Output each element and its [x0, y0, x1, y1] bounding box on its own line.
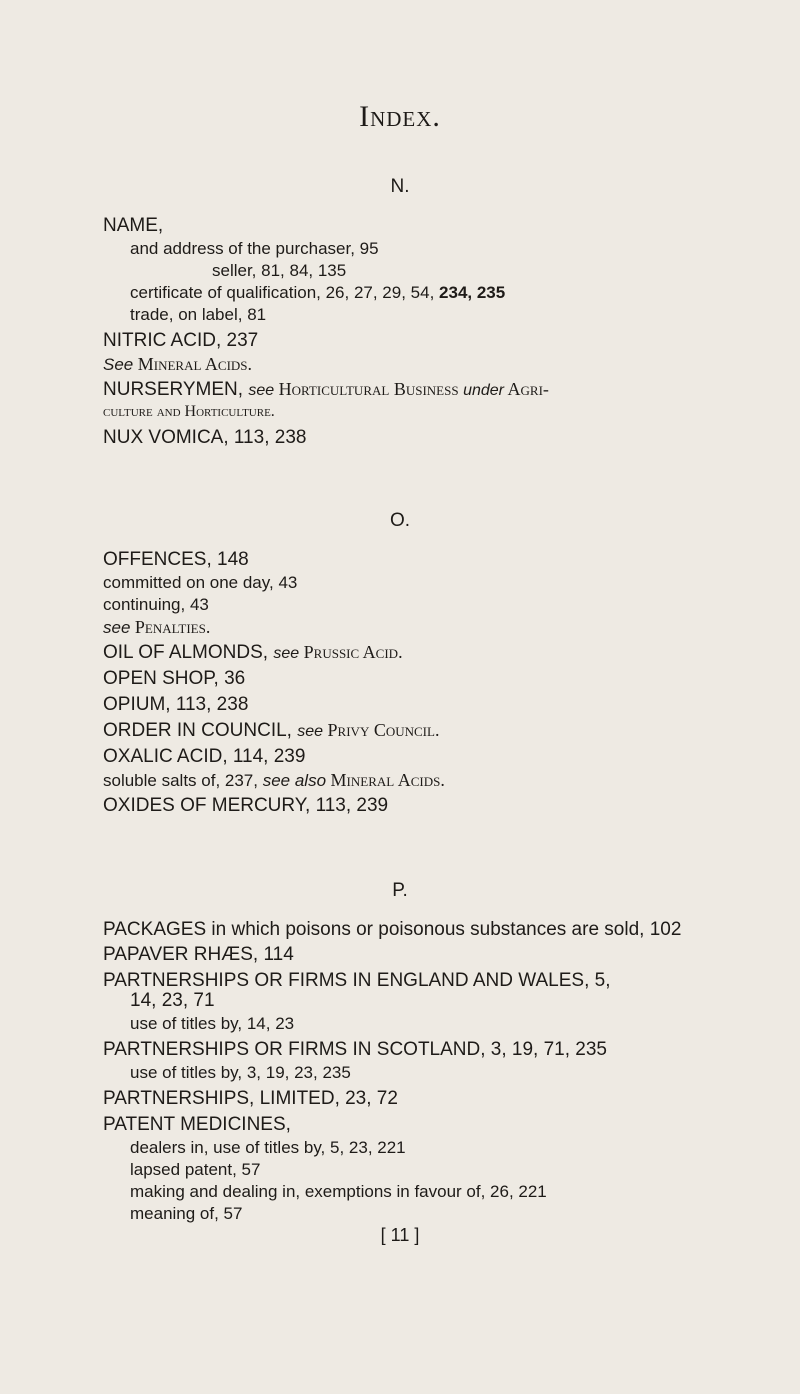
entry-oxides-of-mercury: OXIDES OF MERCURY, 113, 239 [103, 795, 389, 816]
entry-nurserymen [103, 380, 549, 399]
entry-name: NAME, [103, 215, 164, 236]
entry-oxalic-acid: OXALIC ACID, 114, 239 [103, 746, 306, 767]
entry-nitric-acid: NITRIC ACID, 237 [103, 330, 259, 351]
subentry: use of titles by, 3, 19, 23, 235 [130, 1063, 351, 1082]
reference-text: Horticultural Business [274, 379, 464, 399]
subentry-text: soluble salts of, 237, [103, 771, 263, 790]
page-number: [ 11 ] [380, 1225, 420, 1245]
reference-text: Mineral Acids. [133, 354, 253, 374]
entry-packages: PACKAGES in which poisons or poisonous substances are sold, 102 [103, 919, 682, 940]
entry-offences: OFFENCES, 148 [103, 549, 249, 570]
subentry-bold-pages: 234, 235 [439, 283, 506, 302]
section-letter-n: N. [390, 176, 410, 197]
entry-order-in-council [103, 721, 439, 740]
reference-text: Prussic Acid. [299, 642, 403, 662]
see-label: see [103, 618, 131, 637]
entry-partnerships-scotland: PARTNERSHIPS OR FIRMS IN SCOTLAND, 3, 19, 71, 235 [103, 1039, 608, 1060]
entry-partnerships-england-wales: PARTNERSHIPS OR FIRMS IN ENGLAND AND WALES, 5, [103, 970, 611, 991]
entry-heading: OIL OF ALMONDS, [103, 642, 274, 663]
page-title: Index. [359, 100, 441, 133]
entry-papaver-rhaes: PAPAVER RHÆS, 114 [103, 944, 294, 965]
section-letter-p: P. [392, 880, 408, 901]
cross-reference [103, 618, 210, 636]
see-label: see [273, 645, 300, 662]
subentry: making and dealing in, exemptions in favour of, 26, 221 [130, 1182, 547, 1201]
entry-patent-medicines: PATENT MEDICINES, [103, 1114, 291, 1135]
under-label: under [463, 382, 504, 399]
see-label: see [297, 723, 324, 740]
see-also-label: see also [262, 771, 327, 790]
subentry: use of titles by, 14, 23 [130, 1014, 295, 1033]
reference-text: Agri- [504, 379, 549, 399]
entry-partnerships-limited: PARTNERSHIPS, LIMITED, 23, 72 [103, 1088, 398, 1109]
reference-text: Penalties. [130, 617, 211, 637]
entry-opium: OPIUM, 113, 238 [103, 694, 249, 715]
see-label: See [103, 355, 134, 374]
subentry [103, 771, 445, 789]
see-label: see [248, 382, 275, 399]
subentry-text: certificate of qualification, 26, 27, 29, 54, [130, 283, 440, 302]
subentry: lapsed patent, 57 [130, 1160, 261, 1179]
subentry: and address of the purchaser, 95 [130, 239, 379, 258]
section-letter-o: O. [389, 510, 411, 531]
subentry: committed on one day, 43 [103, 573, 298, 592]
subentry: continuing, 43 [103, 595, 209, 614]
subentry: trade, on label, 81 [130, 305, 267, 324]
entry-open-shop: OPEN SHOP, 36 [103, 668, 246, 689]
reference-text: Privy Council. [323, 720, 440, 740]
entry-oil-of-almonds [103, 643, 403, 662]
cross-reference [103, 355, 252, 373]
subentry: dealers in, use of titles by, 5, 23, 221 [130, 1138, 406, 1157]
reference-continuation: culture and Horticulture. [103, 403, 275, 420]
subentry [130, 284, 505, 301]
reference-text: Mineral Acids. [326, 770, 445, 790]
entry-continuation: 14, 23, 71 [130, 990, 215, 1011]
entry-heading: ORDER IN COUNCIL, [103, 720, 298, 741]
subentry: seller, 81, 84, 135 [212, 261, 347, 280]
entry-heading: NURSERYMEN, [103, 379, 249, 400]
entry-nux-vomica: NUX VOMICA, 113, 238 [103, 427, 307, 448]
subentry: meaning of, 57 [130, 1204, 243, 1223]
